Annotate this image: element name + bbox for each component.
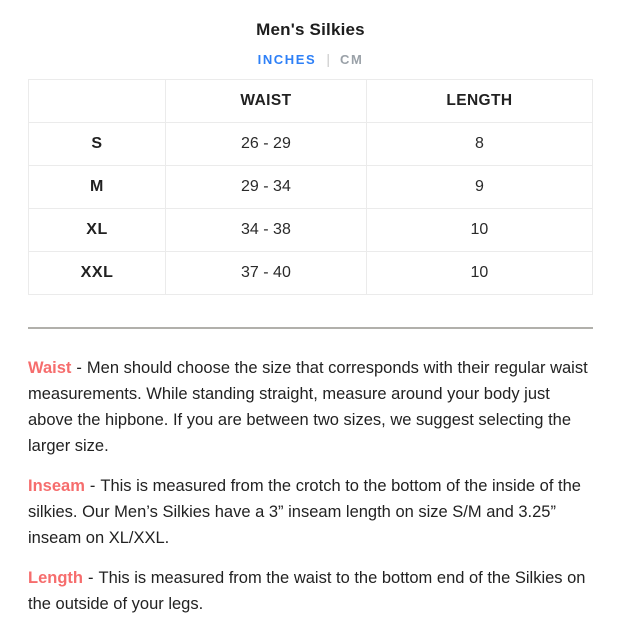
size-table — [28, 79, 593, 295]
section-divider — [28, 327, 593, 329]
page-title: Men's Silkies — [256, 20, 365, 39]
description-waist — [28, 355, 593, 459]
header-size — [29, 80, 166, 123]
term-length: Length — [28, 569, 83, 587]
cell-length: 10 — [366, 252, 592, 295]
cell-size: XXL — [29, 252, 166, 295]
description-length — [28, 565, 593, 617]
header-waist: WAIST — [166, 80, 367, 123]
table-row — [29, 209, 593, 252]
cell-length: 10 — [366, 209, 592, 252]
size-table-body — [29, 123, 593, 295]
description-text: This is measured from the crotch to the bottom of the inside of the silkies. Our Men’s Silkies have a 3” inseam length on size S/M and 3.25” inseam on XL/XXL. — [28, 477, 581, 547]
cell-size: XL — [29, 209, 166, 252]
cell-waist: 29 - 34 — [166, 166, 367, 209]
table-header-row — [29, 80, 593, 123]
description-inseam — [28, 473, 593, 551]
description-text: Men should choose the size that corresponds with their regular waist measurements. While standing straight, measure around your body just above the hipbone. If you are between two sizes, we suggest selecting the larger size. — [28, 359, 588, 455]
header-length: LENGTH — [366, 80, 592, 123]
cell-waist: 26 - 29 — [166, 123, 367, 166]
cell-length: 9 — [366, 166, 592, 209]
cell-waist: 34 - 38 — [166, 209, 367, 252]
cell-size: M — [29, 166, 166, 209]
term-waist: Waist — [28, 359, 72, 377]
term-separator: - — [76, 359, 82, 377]
description-text: This is measured from the waist to the bottom end of the Silkies on the outside of your legs. — [28, 569, 586, 613]
cell-waist: 37 - 40 — [166, 252, 367, 295]
tab-divider: | — [326, 51, 330, 67]
term-separator: - — [88, 569, 94, 587]
tab-cm[interactable]: CM — [339, 51, 364, 67]
table-row — [29, 252, 593, 295]
table-row — [29, 166, 593, 209]
unit-toggle — [28, 50, 593, 68]
tab-inches[interactable]: INCHES — [257, 51, 317, 67]
table-row — [29, 123, 593, 166]
cell-length: 8 — [366, 123, 592, 166]
cell-size: S — [29, 123, 166, 166]
term-inseam: Inseam — [28, 477, 85, 495]
term-separator: - — [89, 477, 96, 495]
descriptions — [28, 355, 593, 617]
